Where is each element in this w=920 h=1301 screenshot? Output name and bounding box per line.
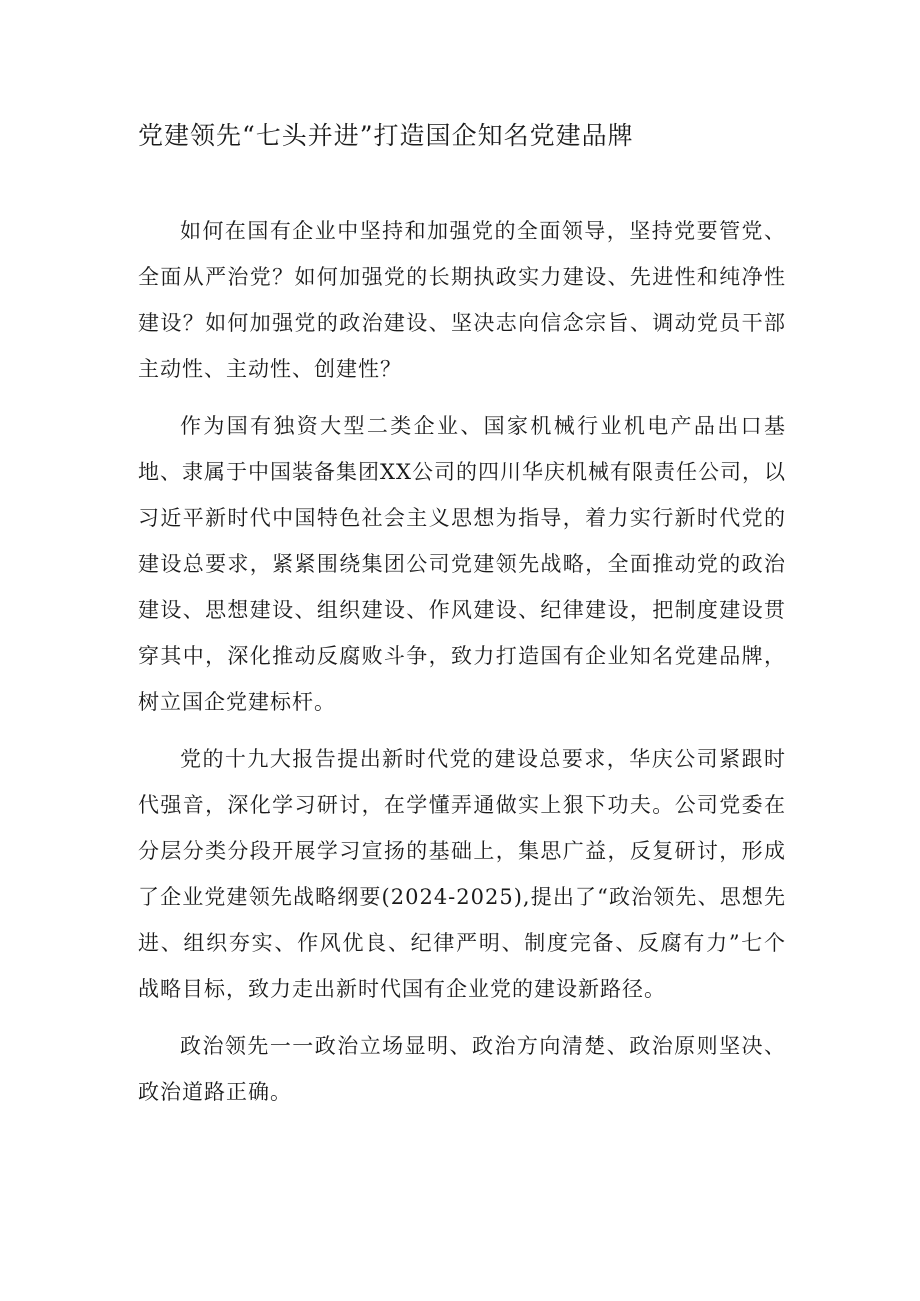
- paragraph-3: 党的十九大报告提出新时代党的建设总要求，华庆公司紧跟时代强音，深化学习研讨，在学懂弄通做实上狠下功夫。公司党委在分层分类分段开展学习宣扬的基础上，集思广益，反复研讨，形成了企业党建领先战略纲要(2024-2025),提出了“政治领先、思想先进、组织夯实、作风优良、纪律严明、制度完备、反腐有力”七个战略目标，致力走出新时代国有企业党的建设新路径。: [138, 747, 786, 1001]
- paragraph-1: 如何在国有企业中坚持和加强党的全面领导，坚持党要管党、全面从严治党？如何加强党的长期执政实力建设、先进性和纯净性建设？如何加强党的政治建设、坚决志向信念宗旨、调动党员干部主动性、主动性、创建性？: [138, 219, 786, 381]
- paragraph-4: 政治领先一一政治立场显明、政治方向清楚、政治原则坚决、政治道路正确。: [138, 1034, 786, 1104]
- document-title: 党建领先“七头并进”打造国企知名党建品牌: [138, 121, 634, 150]
- document-body: [138, 208, 786, 1126]
- paragraph-2: 作为国有独资大型二类企业、国家机械行业机电产品出口基地、隶属于中国装备集团XX公司的四川华庆机械有限责任公司，以习近平新时代中国特色社会主义思想为指导，着力实行新时代党的建设总要求，紧紧围绕集团公司党建领先战略，全面推动党的政治建设、思想建设、组织建设、作风建设、纪律建设，把制度建设贯穿其中，深化推动反腐败斗争，致力打造国有企业知名党建品牌，树立国企党建标杆。: [138, 414, 786, 714]
